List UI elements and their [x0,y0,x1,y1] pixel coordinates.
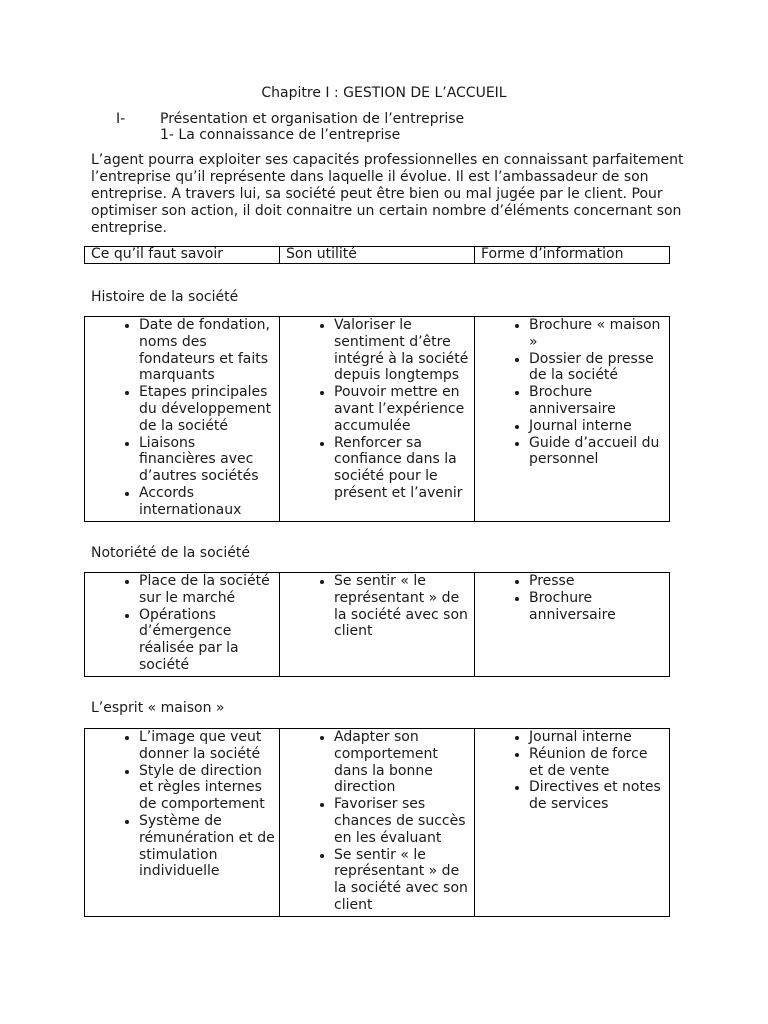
list-item: • Opérations d’émergence réalisée par la société [139,607,275,674]
bullet-list [280,573,470,640]
table-cell [280,729,475,917]
list-item: • Brochure anniversaire [529,590,665,624]
bullet-list [475,317,665,468]
list-item: • Date de fondation, noms des fondateurs et faits marquants [139,317,275,384]
list-item: • Se sentir « le représentant » de la société avec son client [334,847,470,914]
list-item: • Renforcer sa confiance dans la société pour le présent et l’avenir [334,435,470,502]
list-item: • Journal interne [529,729,665,746]
table-cell [280,573,475,677]
table-cell [280,317,475,522]
page-title: Chapitre I : GESTION DE L’ACCUEIL [261,85,507,101]
header-cell: Son utilité [280,247,475,264]
table-cell [475,573,670,677]
list-item: • Favoriser ses chances de succès en les évaluant [334,796,470,846]
list-item: • Brochure anniversaire [529,384,665,418]
list-item: • Accords internationaux [139,485,275,519]
header-table [84,246,670,264]
bullet-list [85,317,275,519]
list-item: • Directives et notes de services [529,779,665,813]
bullet-list [280,729,470,914]
section-table [84,572,670,677]
header-cell: Forme d’information [475,247,670,264]
table-row [85,317,670,522]
section-label: Notoriété de la société [91,545,250,561]
table-cell [475,729,670,917]
section-table [84,316,670,522]
list-item: • Style de direction et règles internes de comportement [139,763,275,813]
table-cell [85,573,280,677]
bullet-list [85,729,275,880]
table-cell [85,729,280,917]
bullet-list [85,573,275,674]
table-row [85,573,670,677]
list-item: • Pouvoir mettre en avant l’expérience accumulée [334,384,470,434]
list-item: • Journal interne [529,418,665,435]
section-title: Présentation et organisation de l’entreprise [160,111,465,127]
list-item: • Valoriser le sentiment d’être intégré à la société depuis longtemps [334,317,470,384]
section-number: I- [116,111,126,127]
list-item: • Réunion de force et de vente [529,746,665,780]
list-item: • Se sentir « le représentant » de la société avec son client [334,573,470,640]
list-item: • Adapter son comportement dans la bonne direction [334,729,470,796]
list-item: • Guide d’accueil du personnel [529,435,665,469]
list-item: • Presse [529,573,665,590]
table-row [85,729,670,917]
bullet-list [475,729,665,813]
subsection-heading: 1- La connaissance de l’entreprise [160,127,401,143]
header-cell: Ce qu’il faut savoir [85,247,280,264]
section-label: L’esprit « maison » [91,700,225,716]
list-item: • Place de la société sur le marché [139,573,275,607]
list-item: • L’image que veut donner la société [139,729,275,763]
list-item: • Liaisons financières avec d’autres sociétés [139,435,275,485]
table-cell [475,317,670,522]
section-label: Histoire de la société [91,289,239,305]
bullet-list [280,317,470,502]
list-item: • Système de rémunération et de stimulation individuelle [139,813,275,880]
list-item: • Dossier de presse de la société [529,351,665,385]
bullet-list [475,573,665,623]
list-item: • Etapes principales du développement de la société [139,384,275,434]
intro-paragraph: L’agent pourra exploiter ses capacités professionnelles en connaissant parfaitement l’entreprise qu’il représente dans laquelle il évolue. Il est l’ambassadeur de son entreprise. A travers lui, sa société peut être bien ou mal jugée par le client. Pour optimiser son action, il doit connaitre un certain nombre d’éléments concernant son entreprise. [91,152,684,236]
table-cell [85,317,280,522]
section-table [84,728,670,917]
header-row [85,247,670,264]
list-item: • Brochure « maison » [529,317,665,351]
